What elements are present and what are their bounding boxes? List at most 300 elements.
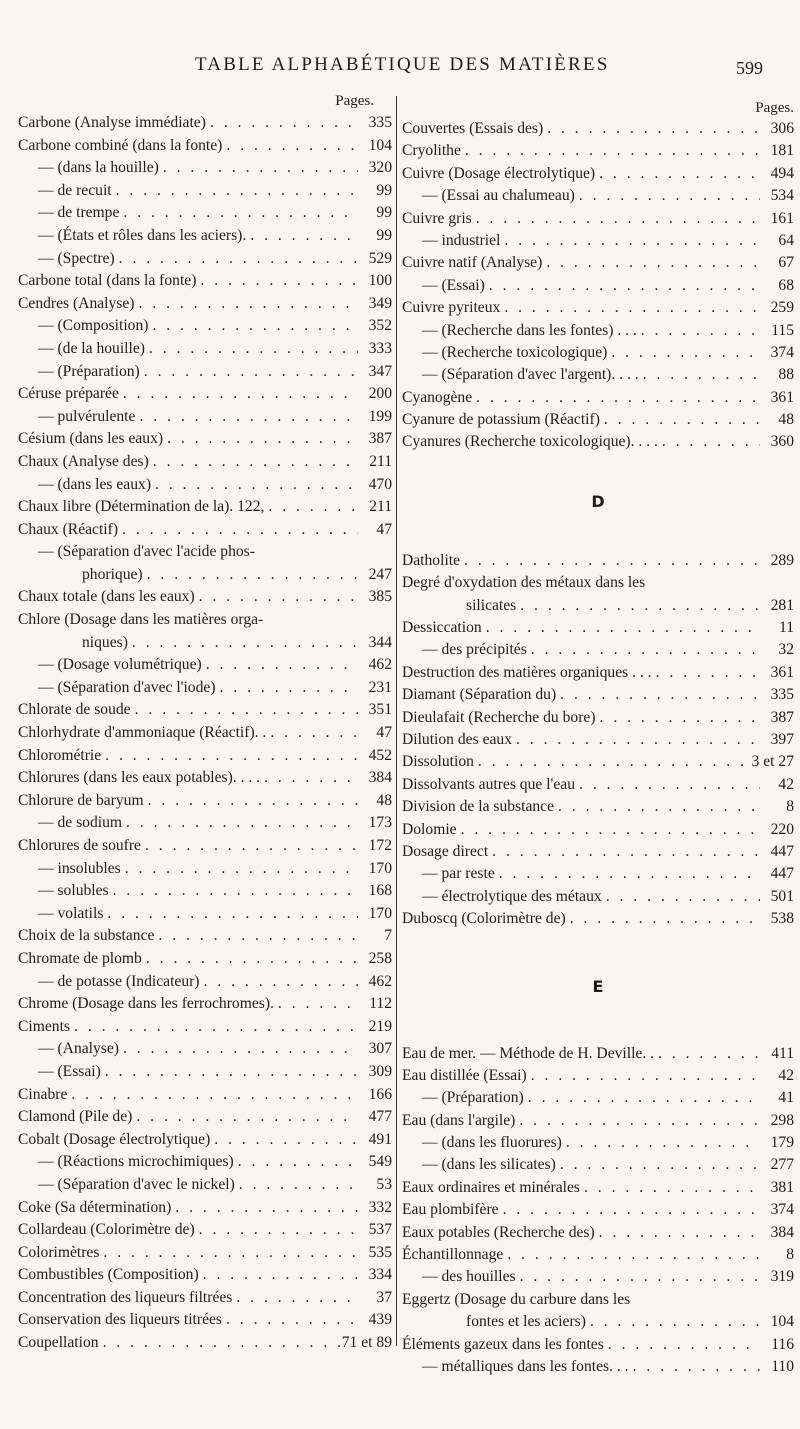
index-entry — [18, 609, 392, 632]
leader-dots — [264, 496, 358, 519]
index-entry — [18, 1287, 392, 1310]
index-entry — [402, 550, 794, 572]
column-divider — [396, 96, 397, 1346]
index-entry — [402, 662, 794, 684]
entry-label: Dolomie — [402, 820, 457, 838]
leader-dots — [482, 617, 760, 639]
entry-page-number: 41 — [778, 1089, 794, 1107]
leader-dots — [586, 1311, 760, 1333]
leader-dots — [118, 519, 358, 542]
index-entry — [402, 1177, 794, 1199]
index-entry — [402, 118, 794, 140]
entry-label: Division de la substance — [402, 798, 555, 816]
entry-page-number: 47 — [376, 724, 392, 742]
entry-page-number: 387 — [770, 708, 794, 726]
index-entry — [18, 157, 392, 180]
entry-page-number: 173 — [368, 814, 392, 832]
entry-label: — de sodium — [38, 814, 123, 832]
index-entry — [18, 971, 392, 994]
entry-page-number: 447 — [770, 865, 794, 883]
entry-label: — (Essai) — [38, 1062, 101, 1080]
entry-label: — (Séparation d'avec l'iode) — [38, 678, 216, 696]
leader-dots — [637, 320, 760, 342]
entry-label: Collardeau (Colorimètre de) — [18, 1221, 195, 1239]
index-entry — [402, 684, 794, 706]
leader-dots — [500, 297, 760, 319]
index-entry — [18, 1197, 392, 1220]
entry-page-number: 116 — [771, 1335, 794, 1353]
index-entry — [402, 342, 794, 364]
leader-dots — [595, 1222, 760, 1244]
leader-dots — [134, 293, 358, 316]
entry-page-number: 397 — [770, 730, 794, 748]
index-entry — [18, 925, 392, 948]
entry-page-number: 259 — [770, 299, 794, 317]
entry-label: — (de la houille) — [38, 339, 145, 357]
index-entry — [402, 1087, 794, 1109]
entry-page-number: 470 — [368, 475, 392, 493]
leader-dots — [132, 1106, 358, 1129]
entry-page-number: 32 — [778, 641, 794, 659]
entry-page-number: 307 — [368, 1040, 392, 1058]
index-entry — [402, 1043, 794, 1065]
index-entry — [18, 202, 392, 225]
index-entry — [402, 230, 794, 252]
entry-label: — (États et rôles dans les aciers). — [38, 226, 247, 244]
index-entry — [402, 1266, 794, 1288]
index-entry — [18, 1016, 392, 1039]
entry-label: — industriel — [422, 231, 501, 249]
leader-dots — [200, 971, 358, 994]
entry-label: — volatils — [38, 904, 104, 922]
leader-dots — [602, 886, 760, 908]
entry-label: Cuivre gris — [402, 209, 472, 227]
index-entry — [18, 1129, 392, 1152]
entry-page-number: 360 — [770, 433, 794, 451]
leader-dots — [554, 796, 760, 818]
leader-dots — [145, 338, 358, 361]
leader-dots — [235, 1174, 358, 1197]
leader-dots — [206, 112, 358, 135]
index-entry — [18, 722, 392, 745]
entry-label: — (Essai au chalumeau) — [422, 187, 575, 205]
pages-heading: Pages. — [335, 93, 374, 109]
entry-label: Choix de la substance — [18, 927, 155, 945]
leader-dots — [457, 819, 760, 841]
entry-label: Degré d'oxydation des métaux dans les — [402, 574, 646, 592]
index-entry — [18, 1038, 392, 1061]
entry-label: — insolubles — [38, 859, 121, 877]
index-entry — [18, 180, 392, 203]
index-entry — [402, 140, 794, 162]
index-entry — [402, 908, 794, 930]
index-entry — [18, 1332, 392, 1355]
entry-label: Cyanures (Recherche toxicologique). . . . — [402, 433, 658, 451]
leader-dots — [196, 270, 358, 293]
leader-dots — [142, 948, 358, 971]
index-entry — [402, 320, 794, 342]
index-entry — [402, 1132, 794, 1154]
leader-dots — [119, 383, 358, 406]
entry-page-number: 289 — [770, 551, 794, 569]
leader-dots — [121, 858, 358, 881]
entry-page-number: 88 — [778, 366, 794, 384]
index-entry — [18, 564, 392, 587]
leader-dots — [460, 550, 760, 572]
index-entry — [18, 1174, 392, 1197]
index-entry — [18, 338, 392, 361]
leader-dots — [195, 586, 358, 609]
entry-page-number: 534 — [770, 187, 794, 205]
section-letter-e: E — [592, 976, 604, 996]
entry-page-number: 179 — [770, 1134, 794, 1152]
leader-dots — [516, 595, 760, 617]
entry-page-number: 374 — [770, 1201, 794, 1219]
entry-page-number: 115 — [771, 321, 794, 339]
section-letter-d: D — [591, 491, 605, 511]
entry-page-number: 247 — [368, 565, 392, 583]
entry-label: Carbone (Analyse immédiate) — [18, 114, 206, 131]
entry-label: — (Séparation d'avec l'argent). . . . — [422, 366, 639, 384]
entry-label: Duboscq (Colorimètre de) — [402, 910, 566, 928]
entry-label: — (Préparation) — [38, 362, 140, 380]
entry-page-number: 211 — [369, 452, 392, 470]
index-entry — [402, 208, 794, 230]
index-entry — [18, 993, 392, 1016]
index-entry — [402, 774, 794, 796]
entry-page-number: 352 — [368, 317, 392, 335]
pages-heading: Pages. — [755, 100, 794, 116]
entry-label: — électrolytique des métaux — [422, 887, 602, 905]
entry-label: Conservation des liqueurs titrées — [18, 1311, 222, 1329]
entry-page-number: 537 — [368, 1221, 392, 1239]
index-entries-left — [18, 112, 392, 1355]
entry-label: Dilution des eaux — [402, 730, 513, 748]
entry-label: Cuivre (Dosage électrolytique) — [402, 164, 596, 182]
entry-label: Ciments — [18, 1017, 70, 1035]
entry-page-number: 48 — [778, 411, 794, 429]
index-entry — [18, 1219, 392, 1242]
leader-dots — [246, 225, 358, 248]
index-entry — [18, 677, 392, 700]
entry-label: phorique) — [82, 565, 143, 583]
index-entry — [402, 275, 794, 297]
entry-page-number: 309 — [368, 1062, 392, 1080]
index-entry — [18, 903, 392, 926]
leader-dots — [148, 315, 358, 338]
leader-dots — [131, 699, 358, 722]
leader-dots — [472, 387, 760, 409]
index-entry — [402, 1222, 794, 1244]
entry-page-number: 385 — [368, 588, 392, 606]
index-entry — [402, 1199, 794, 1221]
leader-dots — [654, 1043, 760, 1065]
entry-label: Clamond (Pile de) — [18, 1108, 133, 1126]
entry-page-number: 384 — [770, 1223, 794, 1241]
entry-label: — (Dosage volumétrique) — [38, 656, 202, 674]
index-entry — [402, 409, 794, 431]
leader-dots — [503, 1244, 760, 1266]
index-entry — [18, 406, 392, 429]
leader-dots — [512, 729, 760, 751]
leader-dots — [171, 1197, 358, 1220]
index-entry — [18, 1061, 392, 1084]
entry-label: Couvertes (Essais des) — [402, 120, 544, 137]
leader-dots — [143, 564, 358, 587]
index-entry — [18, 383, 392, 406]
entry-label: Cinabre — [18, 1085, 68, 1103]
entry-page-number: 231 — [368, 678, 392, 696]
entry-label: Cuivre natif (Analyse) — [402, 254, 543, 272]
leader-dots — [274, 993, 358, 1016]
entry-label: Chlorures (dans les eaux potables). . . . — [18, 769, 261, 787]
entry-label: Céruse préparée — [18, 385, 119, 403]
entry-page-number: 8 — [786, 1246, 794, 1264]
index-entry — [18, 315, 392, 338]
leader-dots — [67, 1084, 358, 1107]
entry-page-number: 384 — [368, 769, 392, 787]
index-entry — [18, 1151, 392, 1174]
index-entry — [402, 863, 794, 885]
leader-dots — [658, 431, 760, 453]
index-entry — [402, 1289, 794, 1311]
index-entry — [402, 841, 794, 863]
index-entry — [18, 541, 392, 564]
entry-label: — des précipités — [422, 641, 527, 659]
entry-page-number: 166 — [368, 1085, 392, 1103]
entry-page-number: 199 — [368, 407, 392, 425]
leader-dots — [122, 812, 358, 835]
entry-label: — (dans les fluorures) — [422, 1134, 562, 1152]
leader-dots — [101, 745, 358, 768]
entry-page-number: 168 — [368, 882, 392, 900]
index-entry — [18, 812, 392, 835]
entry-label: Chlorate de soude — [18, 701, 131, 719]
leader-dots — [101, 1061, 358, 1084]
entry-page-number: 99 — [376, 226, 392, 244]
entry-label: — pulvérulente — [38, 407, 136, 425]
entry-label: — (Composition) — [38, 317, 149, 335]
entry-page-number: 64 — [778, 231, 794, 249]
leader-dots — [556, 1154, 760, 1176]
entry-label: Carbone total (dans la fonte) — [18, 272, 197, 290]
entry-page-number: 335 — [770, 686, 794, 704]
entry-label: — (dans les eaux) — [38, 475, 152, 493]
index-entry — [18, 361, 392, 384]
entry-page-number: 334 — [368, 1266, 392, 1284]
index-entry — [18, 1264, 392, 1287]
entry-page-number: 281 — [770, 596, 794, 614]
index-entry — [18, 858, 392, 881]
entry-page-number: 381 — [770, 1178, 794, 1196]
entry-page-number: 53 — [376, 1175, 392, 1193]
leader-dots — [112, 180, 358, 203]
entry-label: Chaux (Réactif) — [18, 520, 119, 538]
index-entry — [18, 225, 392, 248]
page-title: TABLE ALPHABÉTIQUE DES MATIÈRES — [195, 54, 610, 75]
entry-label: Chlore (Dosage dans les matières orga- — [18, 611, 264, 629]
leader-dots — [516, 1266, 760, 1288]
entry-label: Chlorures de soufre — [18, 837, 141, 854]
entry-label: Eaux potables (Recherche des) — [402, 1223, 595, 1241]
index-entry — [402, 163, 794, 185]
entry-page-number: 211 — [369, 498, 392, 516]
leader-dots — [485, 275, 760, 297]
leader-dots — [234, 1151, 358, 1174]
entry-page-number: 344 — [368, 633, 392, 651]
entry-label: — des houilles — [422, 1268, 516, 1286]
leader-dots — [652, 662, 760, 684]
entry-page-number: 361 — [770, 388, 794, 406]
index-entry — [18, 496, 392, 519]
entry-label: Datholite — [402, 551, 461, 569]
entry-page-number: 172 — [368, 837, 392, 854]
leader-dots — [103, 903, 358, 926]
leader-dots — [524, 1087, 760, 1109]
leader-dots — [542, 252, 760, 274]
entry-page-number: 112 — [369, 995, 392, 1013]
index-entry — [402, 1356, 794, 1378]
entry-page-number: 439 — [368, 1311, 392, 1329]
entry-label: — (dans les silicates) — [422, 1156, 556, 1174]
leader-dots — [495, 863, 760, 885]
leader-dots — [140, 361, 358, 384]
index-entry — [18, 474, 392, 497]
leader-dots — [163, 428, 358, 451]
index-entry — [18, 1084, 392, 1107]
leader-dots — [260, 767, 358, 790]
index-entry — [402, 1110, 794, 1132]
entry-label: Destruction des matières organiques . . . — [402, 663, 652, 681]
leader-dots — [232, 1287, 358, 1310]
leader-dots — [575, 185, 760, 207]
leader-dots — [128, 632, 358, 655]
entry-label: Cuivre pyriteux — [402, 299, 501, 317]
entry-label: Eaux ordinaires et minérales — [402, 1178, 580, 1196]
entry-label: Carbone combiné (dans la fonte) — [18, 136, 223, 154]
leader-dots — [149, 451, 358, 474]
index-entry — [18, 112, 392, 135]
leader-dots — [222, 1309, 358, 1332]
index-entry — [402, 1244, 794, 1266]
index-entry — [18, 135, 392, 158]
index-entry — [402, 1311, 794, 1333]
index-entry — [402, 1154, 794, 1176]
entry-page-number: 411 — [771, 1044, 794, 1062]
entry-page-number: 110 — [771, 1357, 794, 1375]
entry-page-number: 11 — [778, 619, 794, 637]
leader-dots — [141, 835, 358, 858]
leader-dots — [629, 1356, 760, 1378]
leader-dots — [115, 248, 358, 271]
entry-label: Dissolution — [402, 753, 474, 771]
index-entries-c — [402, 118, 794, 454]
entry-label: Cryolithe — [402, 142, 461, 160]
leader-dots — [499, 1199, 760, 1221]
index-entry — [402, 751, 794, 773]
index-entry — [402, 617, 794, 639]
entry-page-number: 387 — [368, 430, 392, 448]
entry-label: Coupellation — [18, 1334, 99, 1352]
leader-dots — [99, 1242, 358, 1265]
entry-label: Chlorhydrate d'ammoniaque (Réactif). . — [18, 724, 267, 742]
entry-page-number: 3 et 27 — [751, 753, 794, 771]
leader-dots — [202, 654, 358, 677]
entry-page-number: 298 — [770, 1111, 794, 1129]
entry-page-number: 99 — [376, 204, 392, 222]
leader-dots — [151, 474, 358, 497]
leader-dots — [575, 774, 760, 796]
index-entry — [18, 1106, 392, 1129]
leader-dots — [543, 118, 760, 140]
entry-label: — (Recherche dans les fontes) . . . — [422, 321, 637, 339]
leader-dots — [527, 1065, 760, 1087]
index-entry — [402, 1334, 794, 1356]
leader-dots — [199, 1264, 358, 1287]
leader-dots — [144, 790, 358, 813]
index-entries-e — [402, 1043, 794, 1379]
index-entry — [402, 185, 794, 207]
entry-page-number: 349 — [368, 294, 392, 312]
entry-label: Chaux (Analyse des) — [18, 452, 149, 470]
leader-dots — [461, 140, 760, 162]
entry-page-number: 494 — [770, 164, 794, 182]
leader-dots — [195, 1219, 358, 1242]
entry-label: Dosage direct — [402, 842, 489, 860]
index-entry — [18, 767, 392, 790]
running-head — [0, 54, 800, 84]
entry-page-number: 104 — [368, 136, 392, 154]
entry-page-number: 462 — [368, 972, 392, 990]
entry-page-number: 535 — [368, 1243, 392, 1261]
leader-dots — [604, 1334, 760, 1356]
leader-dots — [472, 208, 760, 230]
leader-dots — [119, 202, 358, 225]
index-entry — [402, 1065, 794, 1087]
leader-dots — [607, 342, 760, 364]
entry-label: Cobalt (Dosage électrolytique) — [18, 1130, 211, 1148]
leader-dots — [600, 409, 760, 431]
entry-page-number: 347 — [368, 362, 392, 380]
index-entry — [402, 796, 794, 818]
entry-label: Diamant (Séparation du) — [402, 686, 557, 704]
index-entry — [18, 519, 392, 542]
leader-dots — [500, 230, 760, 252]
entry-page-number: 220 — [770, 820, 794, 838]
entry-label: Eau plombifère — [402, 1201, 499, 1219]
index-entry — [402, 886, 794, 908]
entry-label: Chaux libre (Détermination de la). 122, — [18, 498, 265, 516]
index-entry — [18, 654, 392, 677]
entry-page-number: 67 — [778, 254, 794, 272]
index-entry — [402, 387, 794, 409]
entry-label: Chlorométrie — [18, 746, 102, 764]
entry-page-number: 7 — [384, 927, 392, 945]
entry-page-number: 335 — [368, 114, 392, 131]
entry-label: Concentration des liqueurs filtrées — [18, 1288, 233, 1306]
entry-label: — (Essai) — [422, 276, 485, 294]
leader-dots — [566, 908, 760, 930]
entry-page-number: 462 — [368, 656, 392, 674]
index-entry — [18, 270, 392, 293]
leader-dots — [154, 925, 358, 948]
entry-page-number: 351 — [368, 701, 392, 719]
index-entry — [402, 431, 794, 453]
leader-dots — [580, 1177, 760, 1199]
entry-page-number: 8 — [786, 798, 794, 816]
index-entry — [18, 948, 392, 971]
entry-page-number: 320 — [368, 159, 392, 177]
